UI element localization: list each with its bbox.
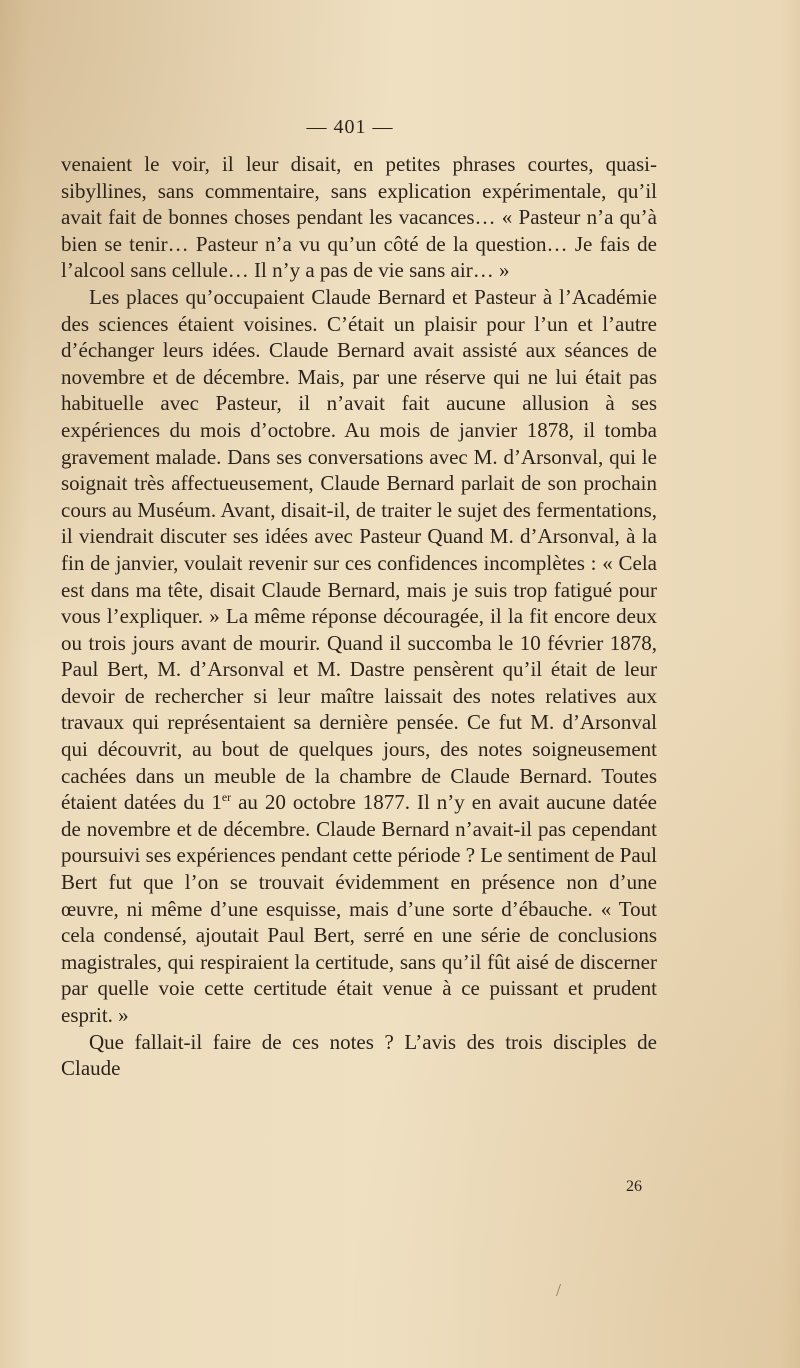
signature-mark: 26: [626, 1178, 642, 1195]
ordinal-number: 1: [211, 790, 222, 815]
paragraph-1: venaient le voir, il leur disait, en petites phrases courtes, quasi-sibyllines, sans commentaire, sans explication expérimentale, qu’il avait fait de bonnes choses pendant les vacances… « Pasteur n’a qu’à bien se tenir… Pasteur n’a vu qu’un côté de la question… Je fais de l’alcool sans cellule… Il n’y a pas de vie sans air… »: [61, 152, 657, 283]
ordinal-superscript: er: [221, 790, 232, 805]
paragraph-2-text-b: au 20 octobre 1877. Il n’y en avait aucune datée de novembre et de décembre. Claude Bernard n’avait-il pas cependant poursuivi ses expériences pendant cette période ? Le sentiment de Paul Bert fut que l’on se trouvait évidemment en présence non d’une œuvre, ni même d’une esquisse, mais d’une sorte d’ébauche. « Tout cela condensé, ajoutait Paul Bert, serré en une série de conclusions magistrales, qui respiraient la certitude, sans qu’il fût aisé de discerner par quelle voie cette certitude était venue à ce puissant et prudent esprit. »: [61, 790, 657, 1027]
pencil-mark-icon: /: [556, 1280, 562, 1300]
paragraph-2-text-a: Les places qu’occupaient Claude Bernard et Pasteur à l’Académie des sciences étaient voisines. C’était un plaisir pour l’un et l’autre d’échanger leurs idées. Claude Bernard avait assisté aux séances de novembre et de décembre. Mais, par une réserve qui ne lui était pas habituelle avec Pasteur, il n’avait fait aucune allusion à ses expériences du mois d’octobre. Au mois de janvier 1878, il tomba gravement malade. Dans ses conversations avec M. d’Arsonval, qui le soignait très affectueusement, Claude Bernard parlait de son prochain cours au Muséum. Avant, disait-il, de traiter le sujet des fermentations, il viendrait discuter ses idées avec Pasteur Quand M. d’Arsonval, à la fin de janvier, voulait revenir sur ces confidences incomplètes : « Cela est dans ma tête, disait Claude Bernard, mais je suis trop fatigué pour vous l’expliquer. » La même réponse découragée, il la fit encore deux ou trois jours avant de mourir. Quand il succomba le 10 février 1878, Paul Bert, M. d’Arsonval et M. Dastre pensèrent qu’il était de leur devoir de rechercher si leur maître laissait des notes relatives aux travaux qui représentaient sa dernière pensée. Ce fut M. d’Arsonval qui découvrit, au bout de quelques jours, des notes soigneusement cachées dans un meuble de la chambre de Claude Bernard. Toutes étaient datées du: [61, 284, 657, 815]
body-text: [61, 151, 657, 1082]
paragraph-2: [61, 284, 657, 1029]
page-number: — 401 —: [306, 116, 394, 138]
paragraph-3: Que fallait-il faire de ces notes ? L’avis des trois disciples de Claude: [61, 1029, 657, 1081]
signature-mark-container: [0, 1178, 715, 1196]
